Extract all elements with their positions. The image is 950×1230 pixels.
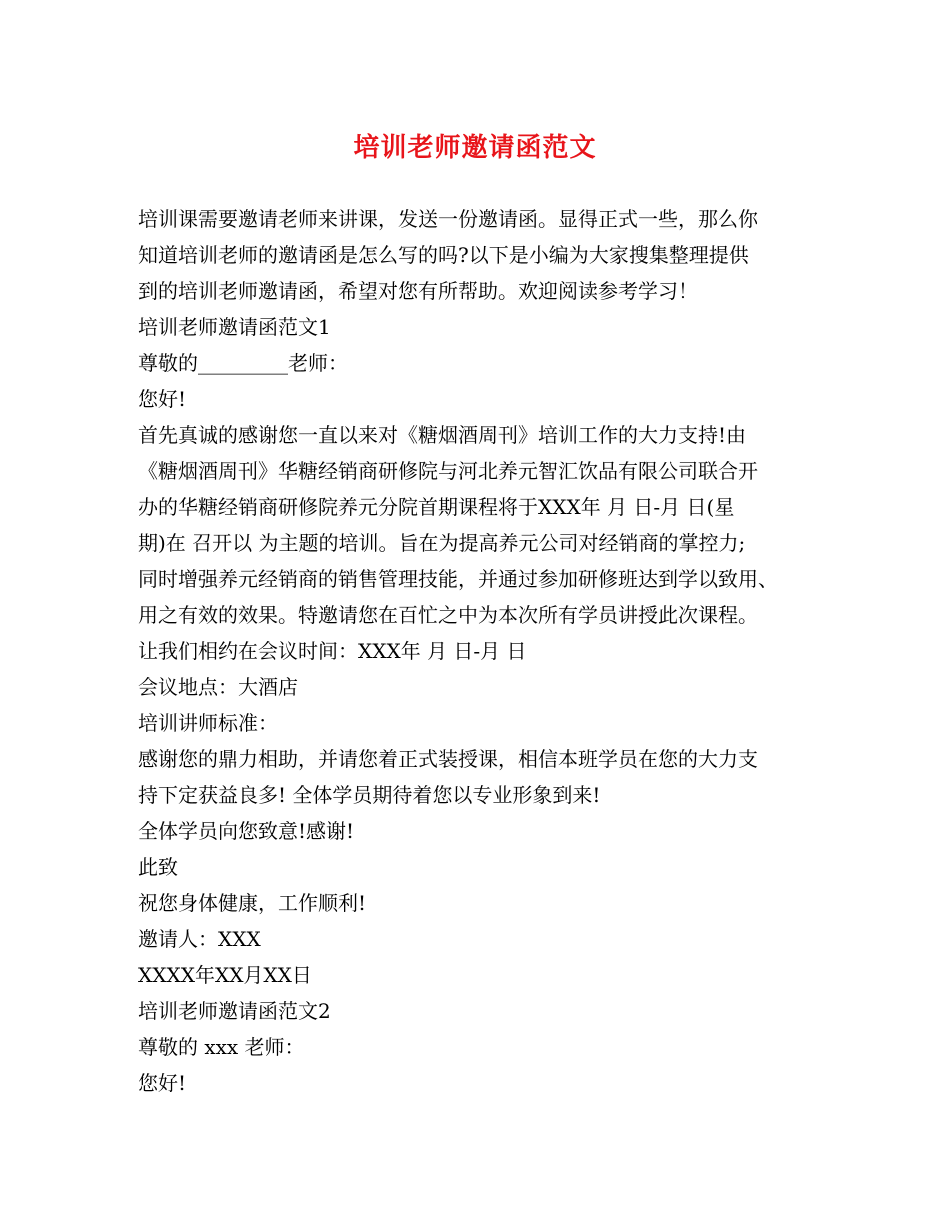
- greeting-2: 您好!: [138, 1071, 187, 1095]
- body-line: 全体学员向您致意!感谢!: [138, 819, 355, 843]
- body-line: 《糖烟酒周刊》华糖经销商研修院与河北养元智汇饮品有限公司联合开: [138, 459, 758, 483]
- body-line: 培训课需要邀请老师来讲课，发送一份邀请函。显得正式一些，那么你: [138, 207, 758, 231]
- body-line: 用之有效的效果。特邀请您在百忙之中为本次所有学员讲授此次课程。: [138, 603, 758, 627]
- date-line: XXXX年XX月XX日: [138, 963, 312, 987]
- meeting-location: 会议地点：大酒店: [138, 675, 298, 699]
- lecturer-standard: 培训讲师标准：: [138, 711, 278, 735]
- body-line: 到的培训老师邀请函，希望对您有所帮助。欢迎阅读参考学习！: [138, 279, 698, 303]
- salutation-2: 尊敬的 xxx 老师：: [138, 1035, 305, 1059]
- salutation: 尊敬的_________老师：: [138, 351, 348, 375]
- document-title: 培训老师邀请函范文: [353, 133, 597, 163]
- body-line: 同时增强养元经销商的销售管理技能，并通过参加研修班达到学以致用、: [138, 567, 778, 591]
- body-line: 持下定获益良多! 全体学员期待着您以专业形象到来!: [138, 783, 601, 807]
- closing: 此致: [138, 855, 178, 879]
- document-body: [138, 201, 818, 1101]
- body-line: 期)在 召开以 为主题的培训。旨在为提高养元公司对经销商的掌控力;: [138, 531, 746, 555]
- greeting: 您好!: [138, 387, 187, 411]
- meeting-time: 让我们相约在会议时间：XXX年 月 日-月 日: [138, 639, 527, 663]
- closing-wish: 祝您身体健康，工作顺利!: [138, 891, 367, 915]
- body-line: 首先真诚的感谢您一直以来对《糖烟酒周刊》培训工作的大力支持!由: [138, 423, 747, 447]
- section-heading-2: 培训老师邀请函范文2: [138, 999, 331, 1023]
- body-line: 办的华糖经销商研修院养元分院首期课程将于XXX年 月 日-月 日(星: [138, 495, 735, 519]
- body-line: 感谢您的鼎力相助，并请您着正式装授课，相信本班学员在您的大力支: [138, 747, 758, 771]
- section-heading-1: 培训老师邀请函范文1: [138, 315, 331, 339]
- body-line: 知道培训老师的邀请函是怎么写的吗?以下是小编为大家搜集整理提供: [138, 243, 749, 267]
- inviter: 邀请人：XXX: [138, 927, 261, 951]
